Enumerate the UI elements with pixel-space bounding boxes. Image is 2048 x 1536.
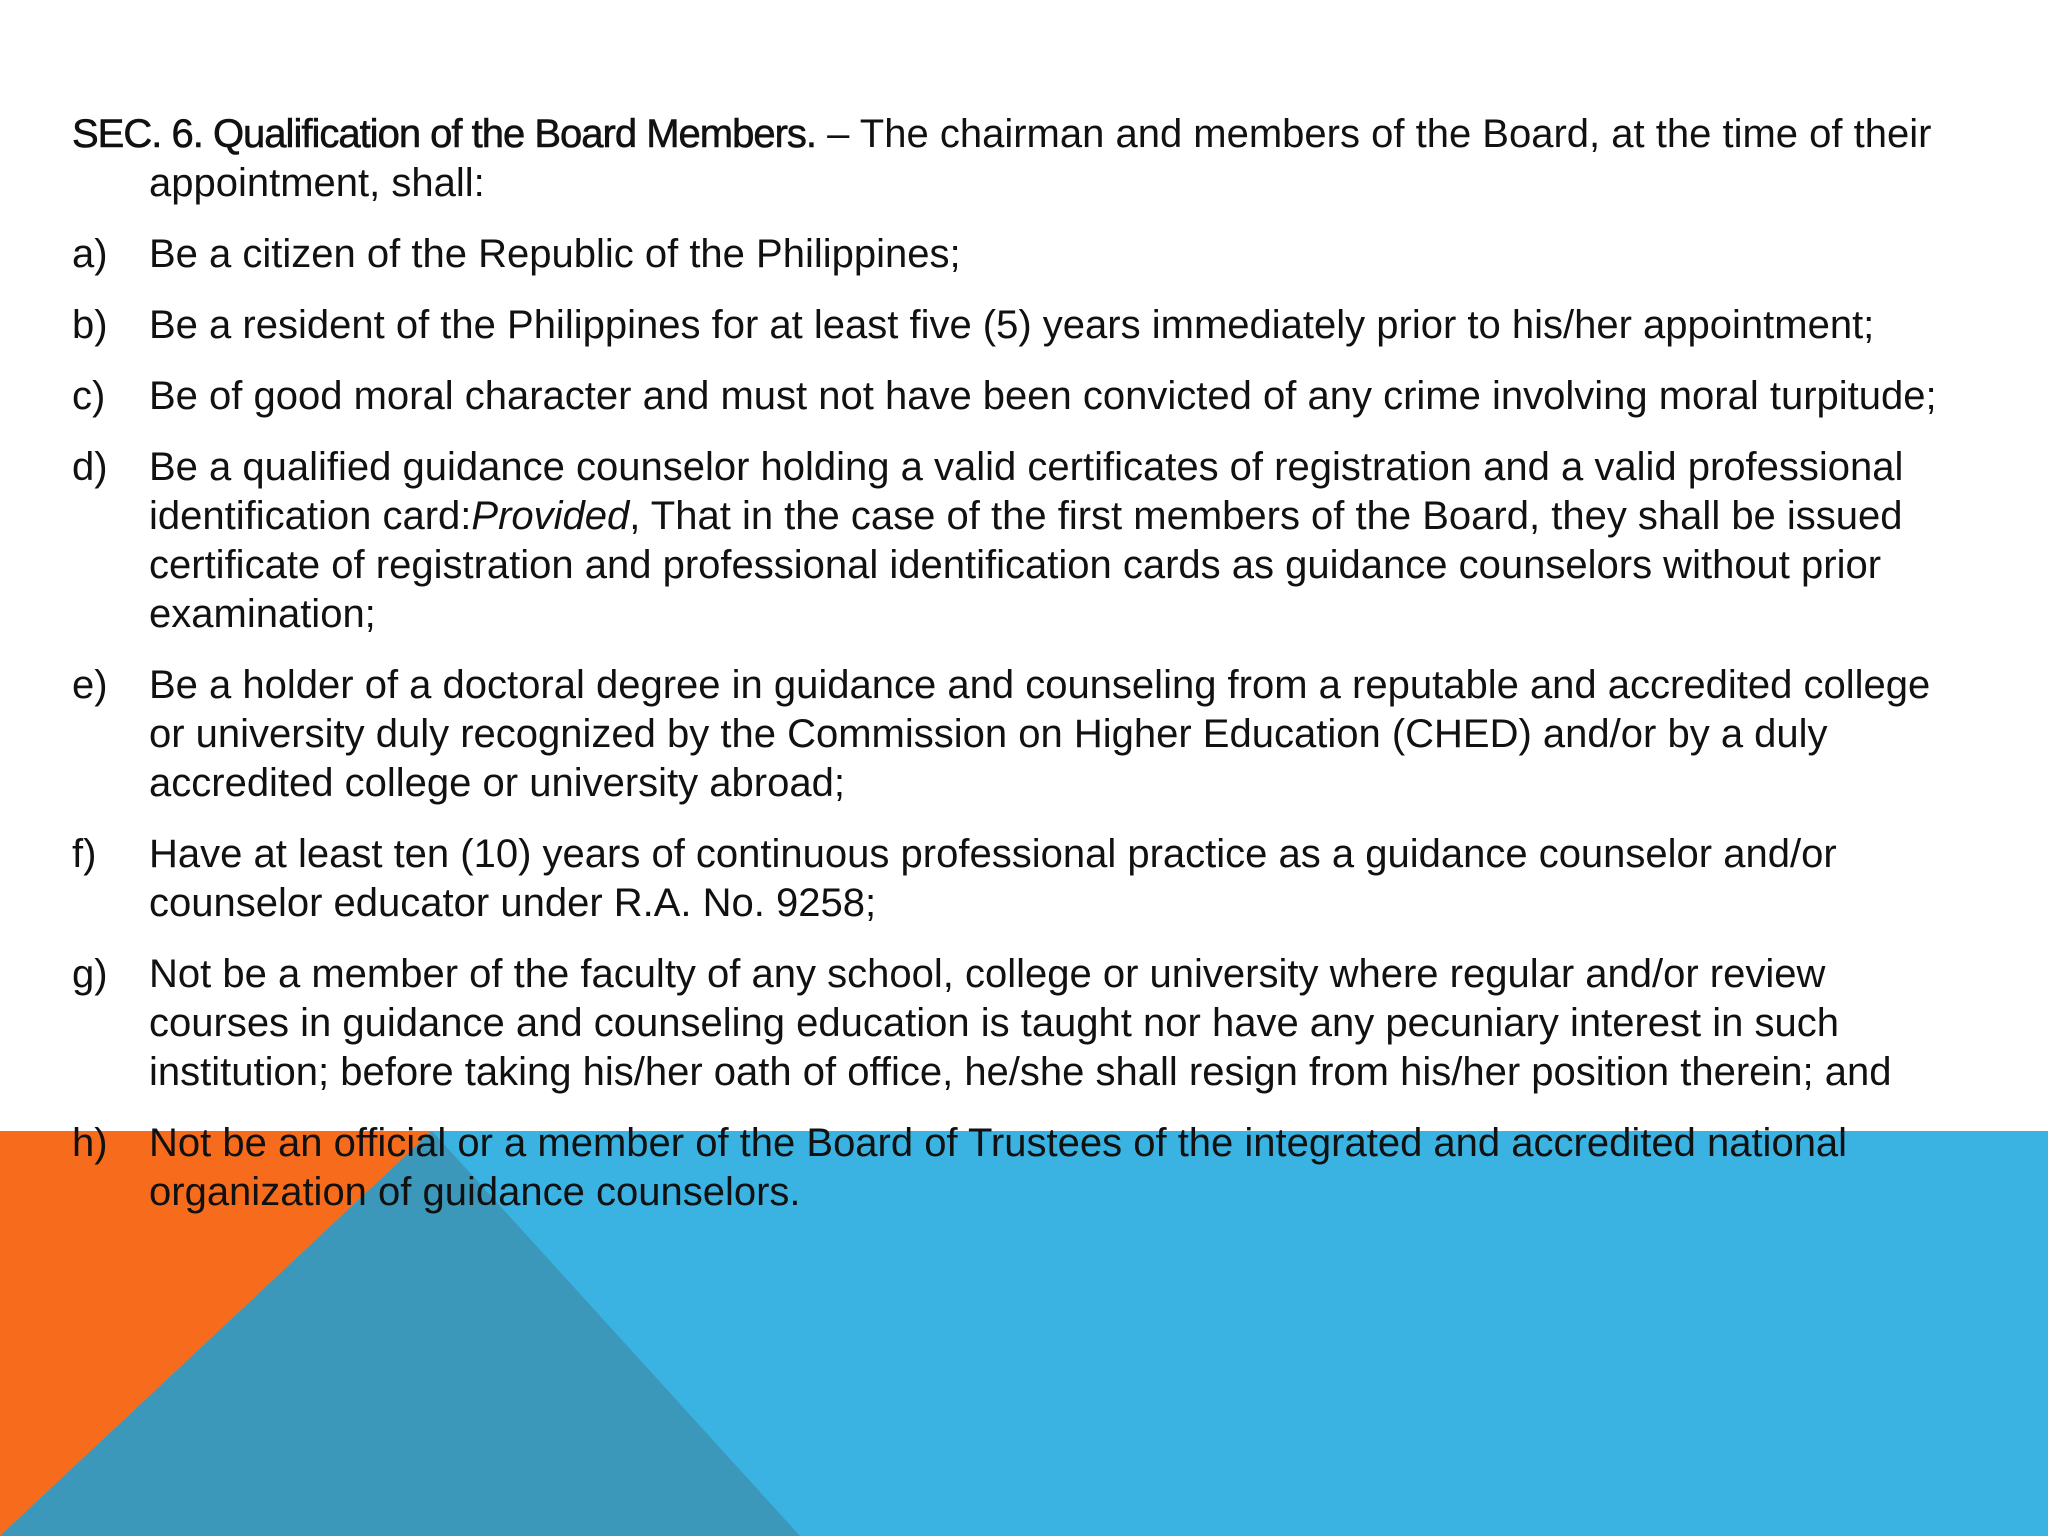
list-item-label: d) (72, 445, 108, 489)
list-item-label: b) (72, 303, 108, 347)
list-item-label: c) (72, 374, 106, 418)
list-item-text-after: , That in the case of the first members of the Board, they shall be issued certificate of registration and professional identification cards as guidance counselors without prior examination; (149, 494, 1903, 636)
list-item-c (72, 372, 1972, 421)
list-item-text: Be a holder of a doctoral degree in guidance and counseling from a reputable and accredited college or university duly recognized by the Commission on Higher Education (CHED) and/or by a duly accredited college or university abroad; (149, 663, 1931, 805)
list-item-text: Be of good moral character and must not have been convicted of any crime involving moral turpitude; (149, 374, 1937, 418)
list-item-text: Be a citizen of the Republic of the Philippines; (149, 232, 961, 276)
list-item-d (72, 443, 1972, 639)
section-title: SEC. 6. Qualification of the Board Members. (72, 112, 817, 156)
list-item-text (149, 443, 1972, 639)
list-item-text: Be a resident of the Philippines for at least five (5) years immediately prior to his/her appointment; (149, 303, 1875, 347)
list-item-text: Have at least ten (10) years of continuous professional practice as a guidance counselor and/or counselor educator under R.A. No. 9258; (149, 832, 1837, 925)
list-item-a (72, 230, 1972, 279)
list-item-b (72, 301, 1972, 350)
list-item-text: Not be a member of the faculty of any school, college or university where regular and/or review courses in guidance and counseling education is taught nor have any pecuniary interest in such institution; before taking his/her oath of office, he/she shall resign from his/her position therein; and (149, 952, 1892, 1094)
list-item-label: e) (72, 663, 108, 707)
slide-content (72, 110, 1972, 1239)
list-item-g (72, 950, 1972, 1097)
list-item-f (72, 830, 1972, 928)
list-item-text: Not be an official or a member of the Board of Trustees of the integrated and accredited national organization of guidance counselors. (149, 1121, 1848, 1214)
list-item-e (72, 661, 1972, 808)
section-intro: – The chairman and members of the Board, at the time of their appointment, shall: (149, 112, 1932, 205)
list-item-text-before: Be a qualified guidance counselor holding a valid certificates of registration and a valid professional identification card: (149, 445, 1904, 538)
list-item-label: g) (72, 952, 108, 996)
list-item-h (72, 1119, 1972, 1217)
list-item-label: h) (72, 1121, 108, 1165)
section-heading (72, 110, 1972, 208)
provided-italic: Provided (471, 494, 630, 538)
list-item-label: f) (72, 832, 97, 876)
list-item-label: a) (72, 232, 108, 276)
